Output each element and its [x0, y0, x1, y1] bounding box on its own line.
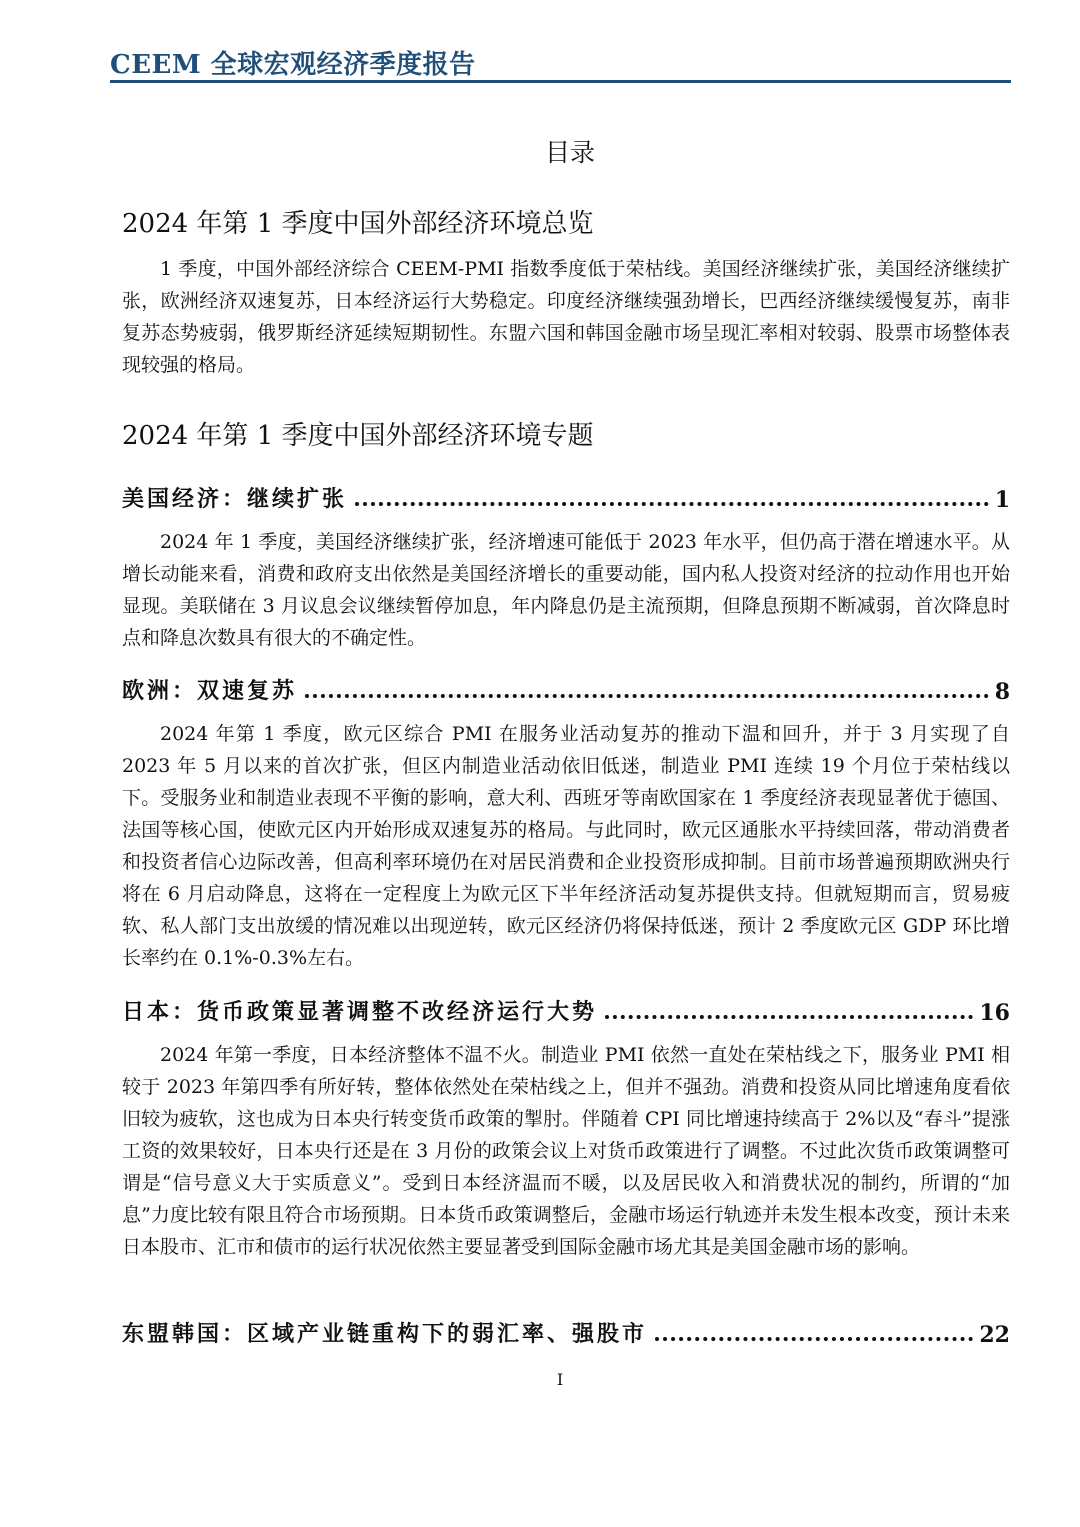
dot-leader [655, 1337, 973, 1341]
toc-entry-label: 欧洲：双速复苏 [122, 678, 298, 704]
toc-entry-label: 美国经济：继续扩张 [122, 486, 348, 512]
entry-summary-us: 2024 年 1 季度，美国经济继续扩张，经济增速可能低于 2023 年水平，但仍高于潜在增速水平。从增长动能来看，消费和政府支出依然是美国经济增长的重要动能，国内私人投资对经济的拉动作用也开始显现。美联储在 3 月议息会议继续暂停加息，年内降息仍是主流预期，但降息预期不断减弱，首次降息时点和降息次数具有很大的不确定性。 [122, 531, 1010, 649]
toc-title: 目录 [544, 138, 595, 167]
toc-entry-us[interactable] [122, 481, 1010, 513]
entry-summary-japan: 2024 年第一季度，日本经济整体不温不火。制造业 PMI 依然一直处在荣枯线之下，服务业 PMI 相较于 2023 年第四季有所好转，整体依然处在荣枯线之上，但并不强劲。消费和投资从同比增速角度看依旧较为疲软，这也成为日本央行转变货币政策的掣肘。伴随着 CPI 同比增速持续高于 2%以及“春斗”提涨工资的效果较好，日本央行还是在 3 月份的政策会议上对货币政策进行了调整。不过此次货币政策调整可谓是“信号意义大于实质意义”。受到日本经济温而不暖，以及居民收入和消费状况的制约，所谓的“加息”力度比较有限且符合市场预期。日本货币政策调整后，金融市场运行轨迹并未发生根本改变，预计未来日本股市、汇市和债市的运行状况依然主要显著受到国际金融市场尤其是美国金融市场的影响。 [122, 1044, 1010, 1258]
overview-title: 2024 年第 1 季度中国外部经济环境总览 [122, 209, 594, 239]
page-number: I [556, 1370, 564, 1389]
toc-entry-label: 日本：货币政策显著调整不改经济运行大势 [122, 999, 598, 1025]
overview-summary: 1 季度，中国外部经济综合 CEEM-PMI 指数季度低于荣枯线。美国经济继续扩张，美国经济继续扩张，欧洲经济双速复苏，日本经济运行大势稳定。印度经济继续强劲增长，巴西经济继续缓慢复苏，南非复苏态势疲弱，俄罗斯经济延续短期韧性。东盟六国和韩国金融市场呈现汇率相对较弱、股票市场整体表现较强的格局。 [122, 258, 1010, 376]
dot-leader [305, 694, 989, 698]
dot-leader [605, 1015, 973, 1019]
special-title: 2024 年第 1 季度中国外部经济环境专题 [122, 421, 594, 451]
dot-leader [355, 502, 989, 506]
toc-entry-label: 东盟韩国：区域产业链重构下的弱汇率、强股市 [122, 1321, 648, 1347]
report-header: CEEM 全球宏观经济季度报告 [110, 50, 476, 80]
toc-entry-page: 1 [994, 487, 1010, 513]
header-rule [110, 80, 1011, 83]
toc-entry-europe[interactable] [122, 673, 1010, 705]
toc-entry-page: 16 [979, 1000, 1010, 1026]
toc-entry-japan[interactable] [122, 994, 1010, 1026]
toc-entry-page: 22 [979, 1322, 1010, 1348]
toc-entry-page: 8 [994, 679, 1010, 705]
toc-entry-asean-korea[interactable] [122, 1316, 1010, 1348]
entry-summary-europe: 2024 年第 1 季度，欧元区综合 PMI 在服务业活动复苏的推动下温和回升，并于 3 月实现了自 2023 年 5 月以来的首次扩张，但区内制造业活动依旧低迷，制造业 PMI 连续 19 个月位于荣枯线以下。受服务业和制造业表现不平衡的影响，意大利、西班牙等南欧国家在 1 季度经济表现显著优于德国、法国等核心国，使欧元区内开始形成双速复苏的格局。与此同时，欧元区通胀水平持续回落，带动消费者和投资者信心边际改善，但高利率环境仍在对居民消费和企业投资形成抑制。目前市场普遍预期欧洲央行将在 6 月启动降息，这将在一定程度上为欧元区下半年经济活动复苏提供支持。但就短期而言，贸易疲软、私人部门支出放缓的情况难以出现逆转，欧元区经济仍将保持低迷，预计 2 季度欧元区 GDP 环比增长率约在 0.1%-0.3%左右。 [122, 723, 1010, 969]
